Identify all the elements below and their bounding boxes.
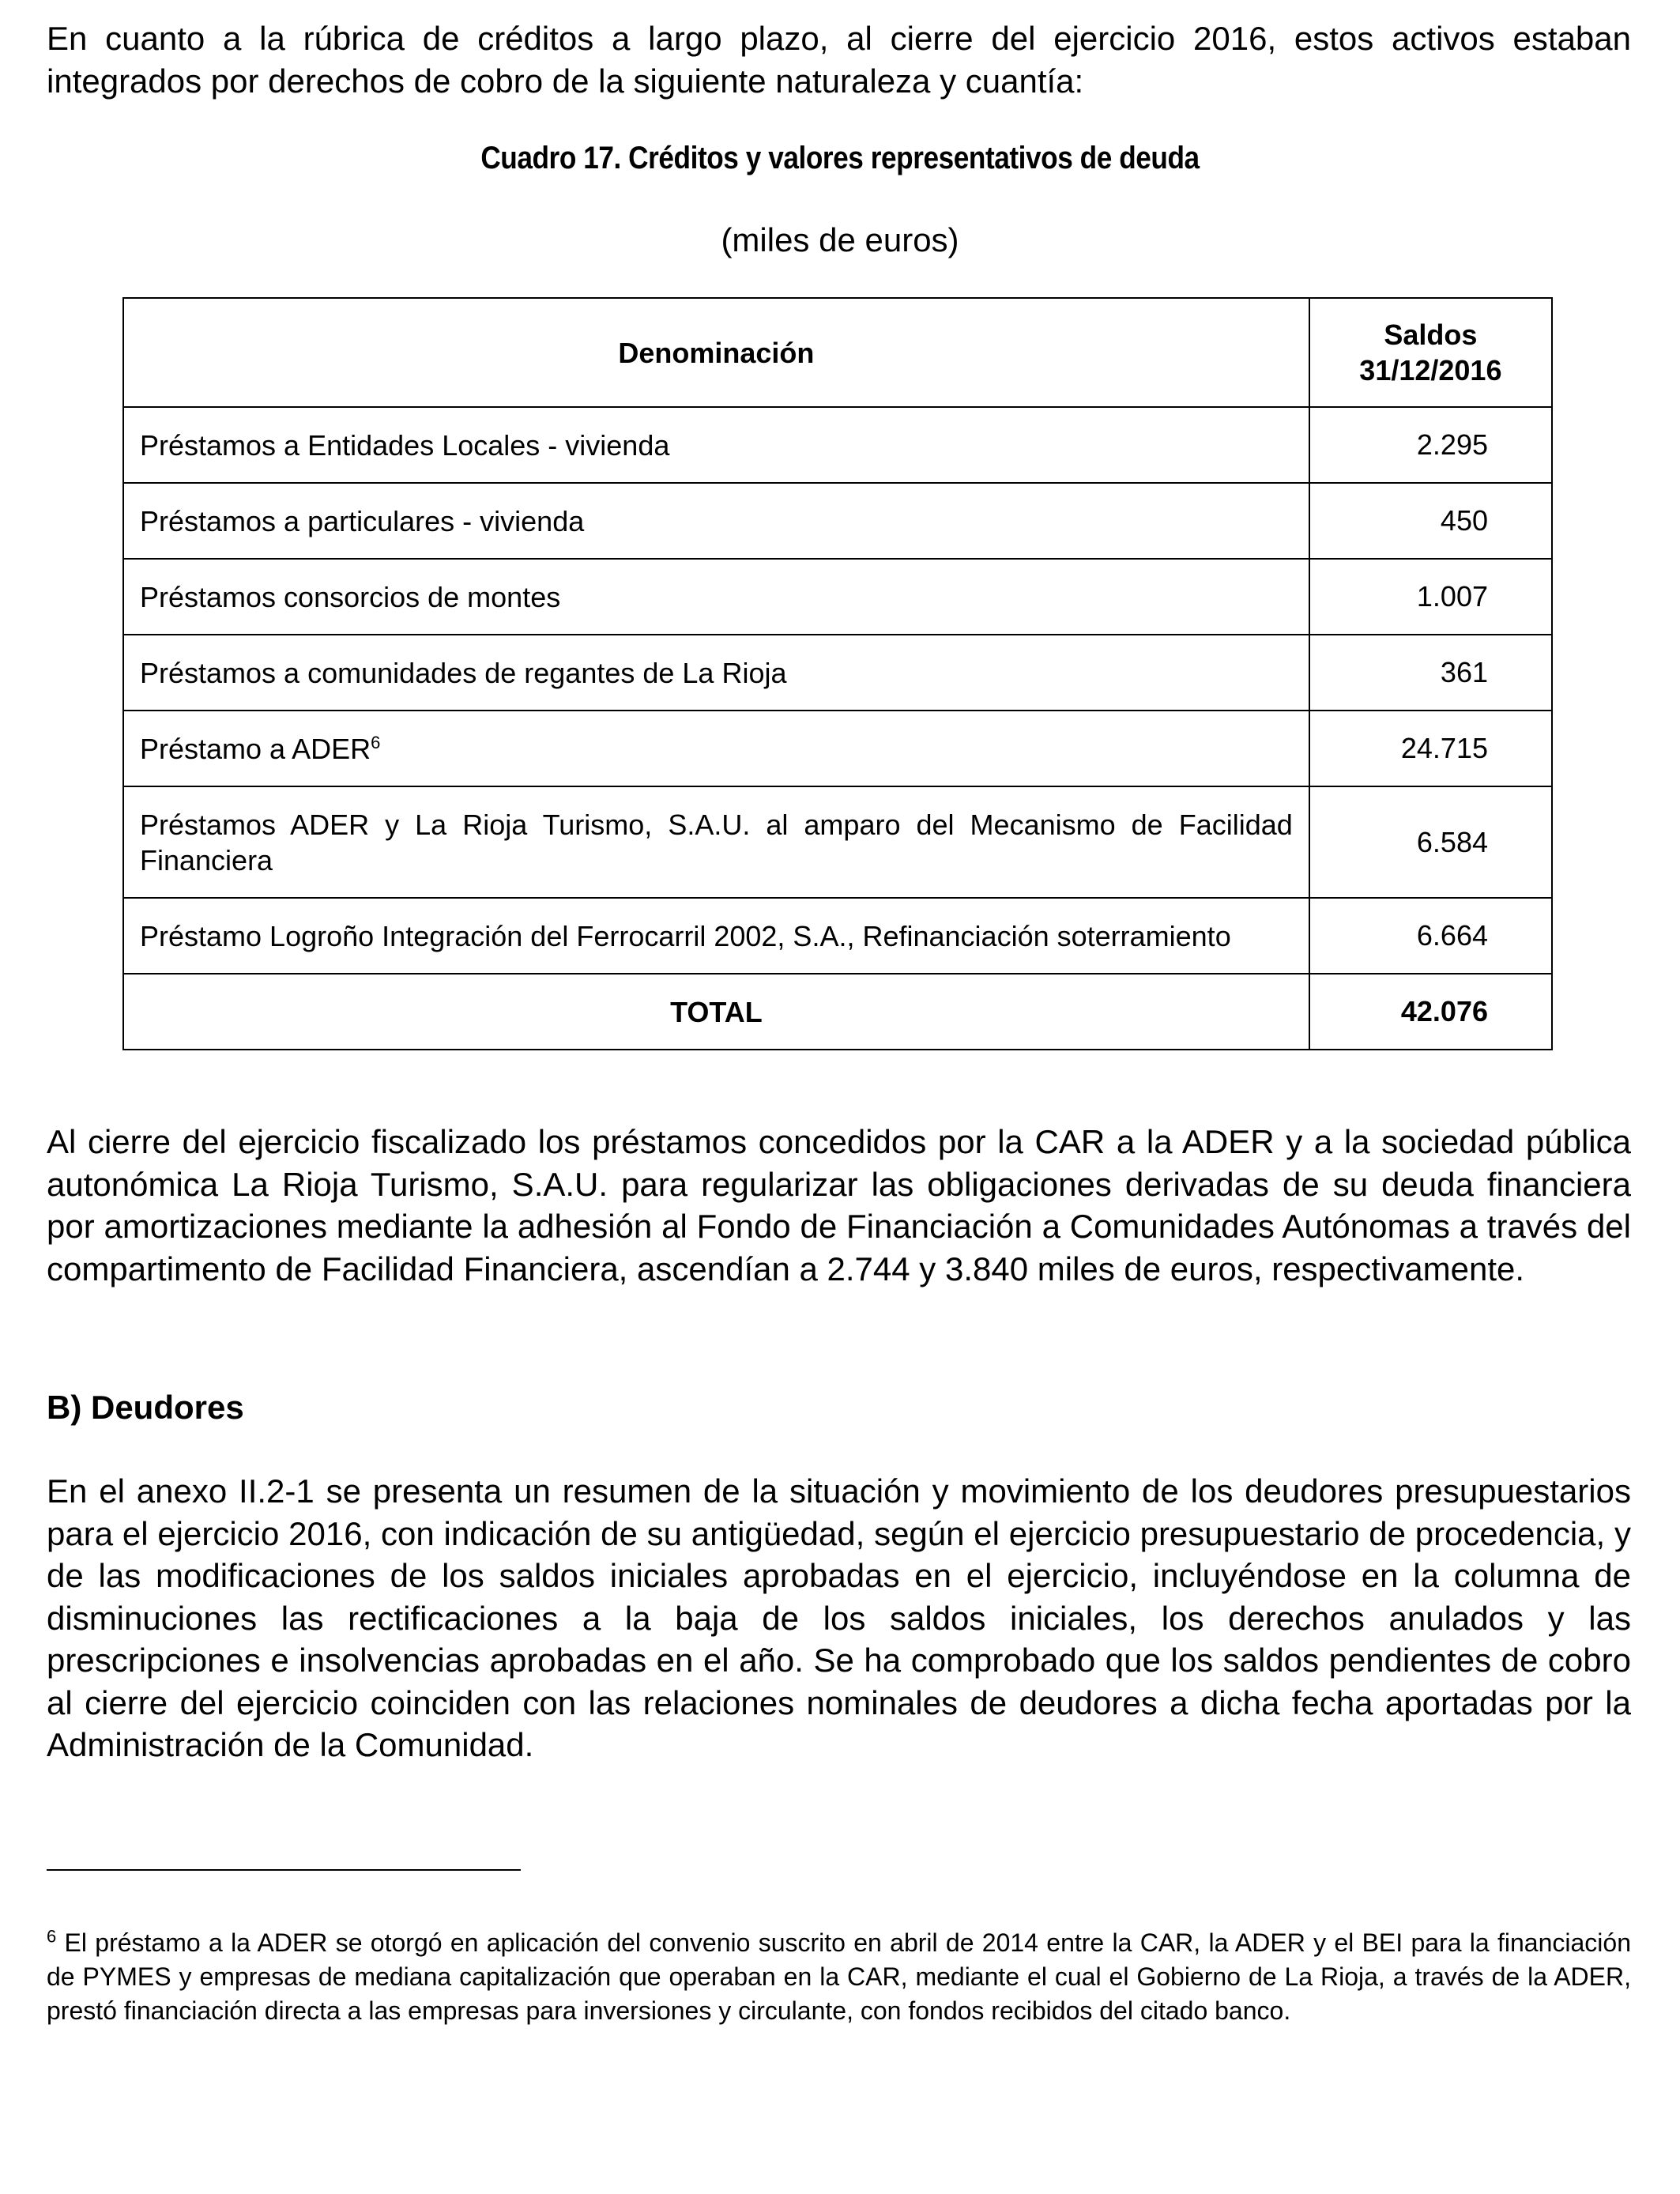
table-row <box>123 407 1552 483</box>
row-value: 1.007 <box>1309 559 1552 635</box>
row-value: 361 <box>1309 635 1552 711</box>
row-name: Préstamos consorcios de montes <box>123 559 1309 635</box>
footnote-reference: 6 <box>371 732 381 752</box>
row-value: 24.715 <box>1309 711 1552 786</box>
credits-table <box>122 297 1553 1050</box>
table-total-row <box>123 974 1552 1050</box>
total-value: 42.076 <box>1309 974 1552 1050</box>
loans-paragraph: Al cierre del ejercicio fiscalizado los préstamos concedidos por la CAR a la ADER y a la sociedad pública autonómica La Rioja Turismo, S.A.U. para regularizar las obligaciones derivadas de su deuda financiera por amortizaciones mediante la adhesión al Fondo de Financiación a Comunidades Autónomas a través del compartimento de Facilidad Financiera, ascendían a 2.744 y 3.840 miles de euros, respectivamente. <box>47 1123 1631 1287</box>
row-name: Préstamos a Entidades Locales - vivienda <box>123 407 1309 483</box>
row-name: Préstamo Logroño Integración del Ferrocarril 2002, S.A., Refinanciación soterramiento <box>123 898 1309 974</box>
section-heading: B) Deudores <box>47 1389 244 1426</box>
footnote-divider <box>47 1869 521 1871</box>
row-name-text: Préstamo a ADER <box>140 732 371 765</box>
total-label: TOTAL <box>123 974 1309 1050</box>
header-saldos-date: 31/12/2016 <box>1359 354 1502 386</box>
header-saldos-label: Saldos <box>1384 319 1478 351</box>
table-row <box>123 898 1552 974</box>
footnote-text: El préstamo a la ADER se otorgó en aplicación del convenio suscrito en abril de 2014 entre la CAR, la ADER y el BEI para la financiación de PYMES y empresas de mediana capitalización que operaban en la CAR, mediante el cual el Gobierno de La Rioja, a través de la ADER, prestó financiación directa a las empresas para inversiones y circulante, con fondos recibidos del citado banco. <box>47 1928 1632 2025</box>
row-value: 450 <box>1309 483 1552 559</box>
deudores-paragraph: En el anexo II.2-1 se presenta un resumen de la situación y movimiento de los deudores presupuestarios para el ejercicio 2016, con indicación de su antigüedad, según el ejercicio presupuestario de procedencia, y de las modificaciones de los saldos iniciales aprobadas en el ejercicio, incluyéndose en la columna de disminuciones las rectificaciones a la baja de los saldos iniciales, los derechos anulados y las prescripciones e insolvencias aprobadas en el año. Se ha comprobado que los saldos pendientes de cobro al cierre del ejercicio coinciden con las relaciones nominales de deudores a dicha fecha aportadas por la Administración de la Comunidad. <box>47 1472 1631 1763</box>
table-row <box>123 483 1552 559</box>
table-header-row <box>123 298 1552 407</box>
row-value: 2.295 <box>1309 407 1552 483</box>
header-denominacion: Denominación <box>123 298 1309 407</box>
row-name: Préstamos a comunidades de regantes de La Rioja <box>123 635 1309 711</box>
table-row <box>123 711 1552 786</box>
row-value: 6.584 <box>1309 786 1552 898</box>
row-name: Préstamos ADER y La Rioja Turismo, S.A.U. al amparo del Mecanismo de Facilidad Financiera <box>123 786 1309 898</box>
table-row <box>123 635 1552 711</box>
header-saldos <box>1309 298 1552 407</box>
table-title: Cuadro 17. Créditos y valores representativos de deuda <box>480 141 1200 175</box>
footnote-number: 6 <box>47 1926 57 1947</box>
intro-paragraph: En cuanto a la rúbrica de créditos a largo plazo, al cierre del ejercicio 2016, estos activos estaban integrados por derechos de cobro de la siguiente naturaleza y cuantía: <box>47 20 1631 100</box>
footnote <box>47 1926 1631 2028</box>
row-value: 6.664 <box>1309 898 1552 974</box>
table-row <box>123 786 1552 898</box>
table-unit: (miles de euros) <box>721 221 959 258</box>
row-name: Préstamos a particulares - vivienda <box>123 483 1309 559</box>
table-row <box>123 559 1552 635</box>
row-name <box>123 711 1309 786</box>
